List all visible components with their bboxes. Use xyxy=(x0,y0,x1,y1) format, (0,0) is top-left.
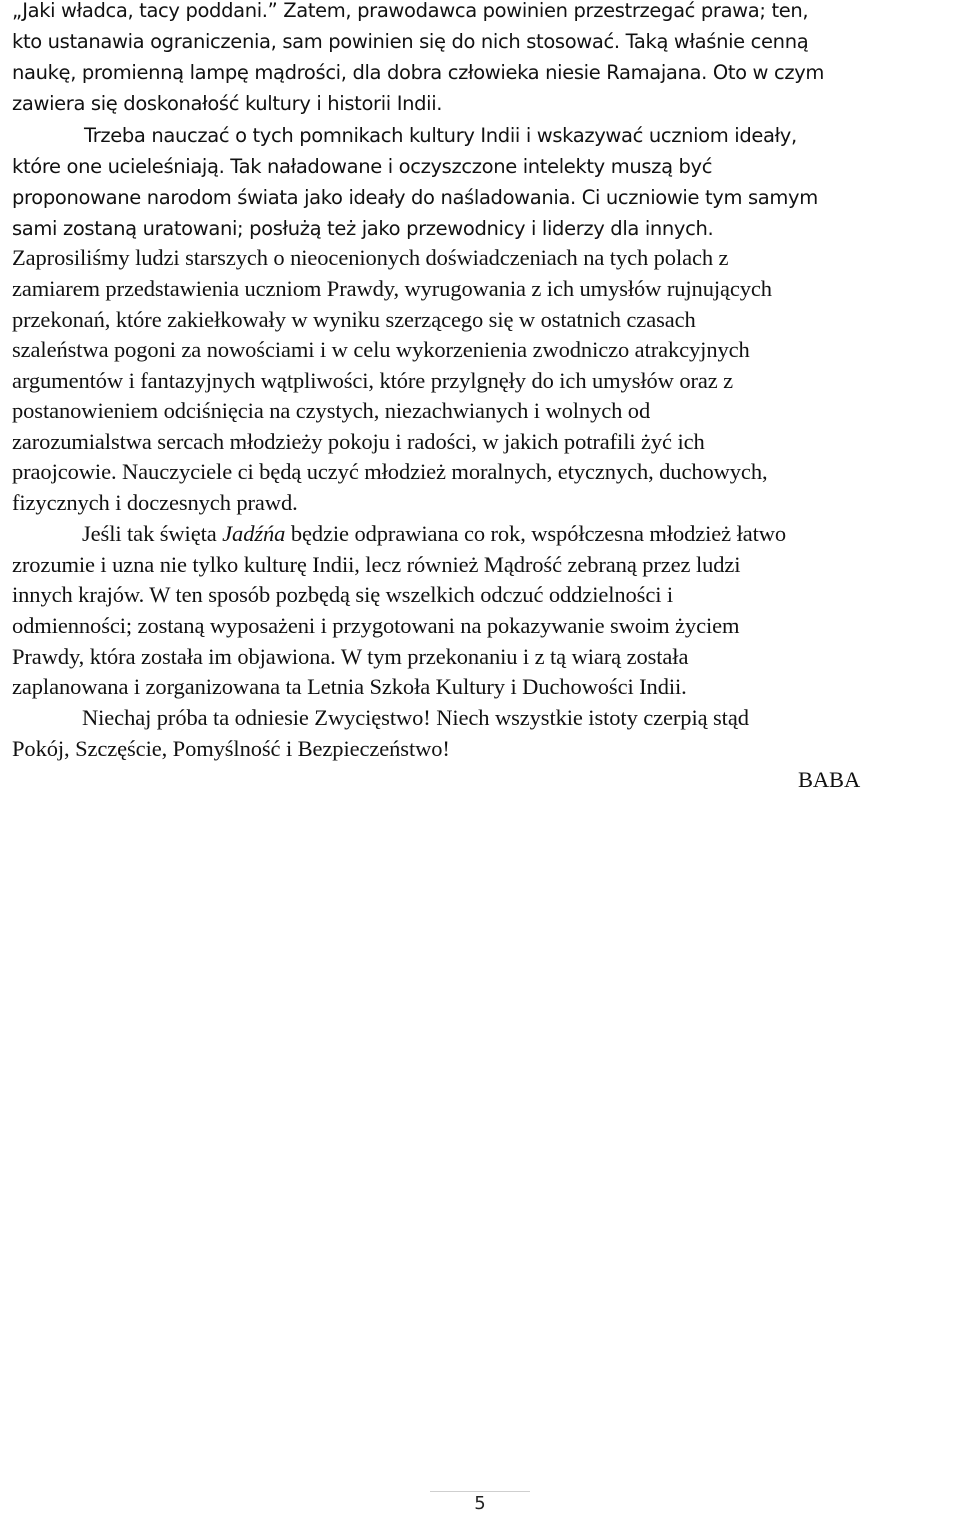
text-line: zrozumie i uzna nie tylko kulturę Indii, lecz również Mądrość zebraną przez ludzi xyxy=(12,552,741,577)
text-line: postanowieniem odciśnięcia na czystych, niezachwianych i wolnych od xyxy=(12,398,651,423)
text-line: innych krajów. W ten sposób pozbędą się wszelkich odczuć oddzielności i xyxy=(12,582,674,607)
text-segment: Jeśli tak święta xyxy=(82,521,223,546)
text-line: przekonań, które zakiełkowały w wyniku szerzącego się w ostatnich czasach xyxy=(12,307,696,332)
text-line: Prawdy, która została im objawiona. W tym przekonaniu i z tą wiarą została xyxy=(12,644,689,669)
text-line: zaplanowana i zorganizowana ta Letnia Szkoła Kultury i Duchowości Indii. xyxy=(12,674,687,699)
closing-line: Pokój, Szczęście, Pomyślność i Bezpieczeństwo! xyxy=(12,736,450,761)
closing-line: Niechaj próba ta odniesie Zwycięstwo! Niech wszystkie istoty czerpią stąd xyxy=(82,705,749,730)
text-line: zamiarem przedstawienia uczniom Prawdy, wyrugowania z ich umysłów rujnujących xyxy=(12,276,772,301)
text-line: „Jaki władca, tacy poddani.” Zatem, prawodawca powinien przestrzegać prawa; ten, xyxy=(12,0,809,22)
paragraph-start-line: Trzeba nauczać o tych pomnikach kultury Indii i wskazywać uczniom ideały, xyxy=(84,124,797,147)
text-line: praojcowie. Nauczyciele ci będą uczyć młodzież moralnych, etycznych, duchowych, xyxy=(12,459,768,484)
paragraph-yajna-line xyxy=(82,519,786,549)
text-line: sami zostaną uratowani; posłużą też jako przewodnicy i liderzy dla innych. xyxy=(12,217,714,240)
text-line: fizycznych i doczesnych prawd. xyxy=(12,490,298,515)
text-line: argumentów i fantazyjnych wątpliwości, które przylgnęły do ich umysłów oraz z xyxy=(12,368,734,393)
text-segment: będzie odprawiana co rok, współczesna młodzież łatwo xyxy=(285,521,787,546)
text-line: które one ucieleśniają. Tak naładowane i oczyszczone intelekty muszą być xyxy=(12,155,713,178)
footer-divider xyxy=(430,1491,530,1492)
text-line: zarozumialstwa sercach młodzieży pokoju i radości, w jakich potrafili żyć ich xyxy=(12,429,705,454)
text-line: szaleństwa pogoni za nowościami i w celu wykorzenienia zwodniczo atrakcyjnych xyxy=(12,337,750,362)
signature: BABA xyxy=(798,767,861,792)
text-line: Zaprosiliśmy ludzi starszych o nieocenionych doświadczeniach na tych polach z xyxy=(12,245,729,270)
page-number: 5 xyxy=(474,1493,486,1514)
text-line: odmienności; zostaną wyposażeni i przygotowani na pokazywanie swoim życiem xyxy=(12,613,740,638)
italic-term: Jadźńa xyxy=(222,521,286,546)
text-line: proponowane narodom świata jako ideały do naśladowania. Ci uczniowie tym samym xyxy=(12,186,818,209)
text-line: zawiera się doskonałość kultury i historii Indii. xyxy=(12,92,443,115)
text-line: kto ustanawia ograniczenia, sam powinien się do nich stosować. Taką właśnie cenną xyxy=(12,30,809,53)
text-line: naukę, promienną lampę mądrości, dla dobra człowieka niesie Ramajana. Oto w czym xyxy=(12,61,825,84)
